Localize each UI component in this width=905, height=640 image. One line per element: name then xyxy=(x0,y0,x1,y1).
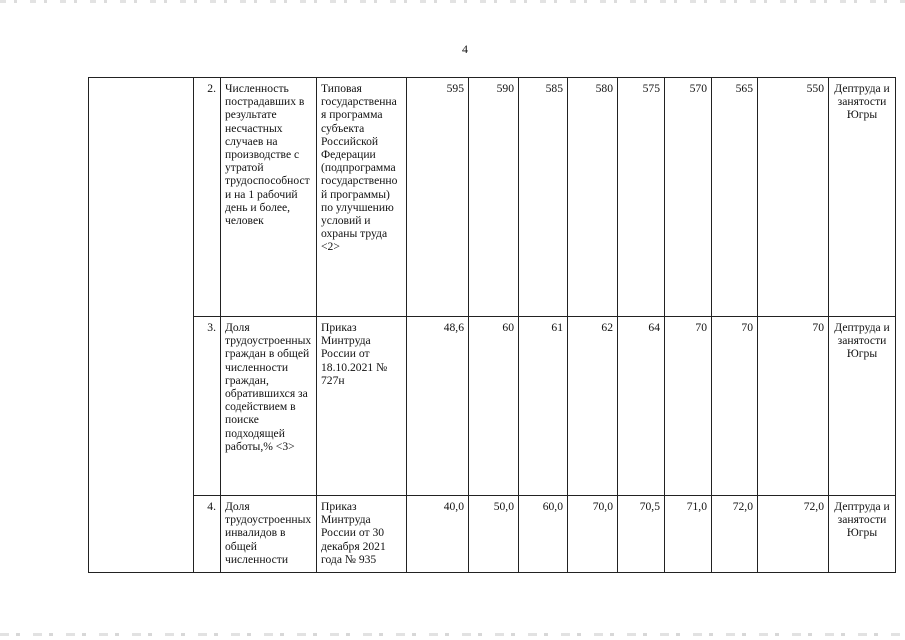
value-cell: 70 xyxy=(712,317,758,496)
value-cell: 48,6 xyxy=(407,317,469,496)
table-row xyxy=(89,317,896,496)
value-cell: 72,0 xyxy=(758,496,829,573)
responsible-body: Дептруда и занятости Югры xyxy=(829,78,896,317)
scan-edge-top xyxy=(0,0,905,3)
value-cell: 70,5 xyxy=(618,496,665,573)
indicator-name: Доля трудоустроенных граждан в общей численности граждан, обратившихся за содействием в поиске подходящей работы,% <3> xyxy=(221,317,317,496)
value-cell: 580 xyxy=(568,78,618,317)
value-cell: 595 xyxy=(407,78,469,317)
value-cell: 70,0 xyxy=(568,496,618,573)
value-cell: 62 xyxy=(568,317,618,496)
value-cell: 61 xyxy=(519,317,568,496)
row-index: 2. xyxy=(194,78,221,317)
indicator-name: Доля трудоустроенных инвалидов в общей численности xyxy=(221,496,317,573)
table-row xyxy=(89,496,896,573)
indicator-source: Приказ Минтруда России от 30 декабря 2021 года № 935 xyxy=(317,496,407,573)
value-cell: 40,0 xyxy=(407,496,469,573)
page-number: 4 xyxy=(462,42,468,56)
responsible-body: Дептруда и занятости Югры xyxy=(829,317,896,496)
value-cell: 70 xyxy=(758,317,829,496)
blank-column xyxy=(89,78,194,573)
indicator-source: Приказ Минтруда России от 18.10.2021 № 727н xyxy=(317,317,407,496)
value-cell: 60,0 xyxy=(519,496,568,573)
indicators-table xyxy=(88,77,896,573)
value-cell: 550 xyxy=(758,78,829,317)
value-cell: 71,0 xyxy=(665,496,712,573)
value-cell: 565 xyxy=(712,78,758,317)
scan-edge-bottom xyxy=(0,633,905,636)
value-cell: 575 xyxy=(618,78,665,317)
value-cell: 590 xyxy=(469,78,519,317)
value-cell: 570 xyxy=(665,78,712,317)
value-cell: 72,0 xyxy=(712,496,758,573)
value-cell: 585 xyxy=(519,78,568,317)
value-cell: 50,0 xyxy=(469,496,519,573)
row-index: 4. xyxy=(194,496,221,573)
value-cell: 60 xyxy=(469,317,519,496)
table-row xyxy=(89,78,896,317)
responsible-body: Дептруда и занятости Югры xyxy=(829,496,896,573)
value-cell: 64 xyxy=(618,317,665,496)
row-index: 3. xyxy=(194,317,221,496)
value-cell: 70 xyxy=(665,317,712,496)
indicator-name: Численность пострадавших в результате несчастных случаев на производстве с утратой трудоспособности на 1 рабочий день и более, человек xyxy=(221,78,317,317)
indicator-source: Типовая государственная программа субъекта Российской Федерации (подпрограмма государственной программы) по улучшению условий и охраны труда <2> xyxy=(317,78,407,317)
